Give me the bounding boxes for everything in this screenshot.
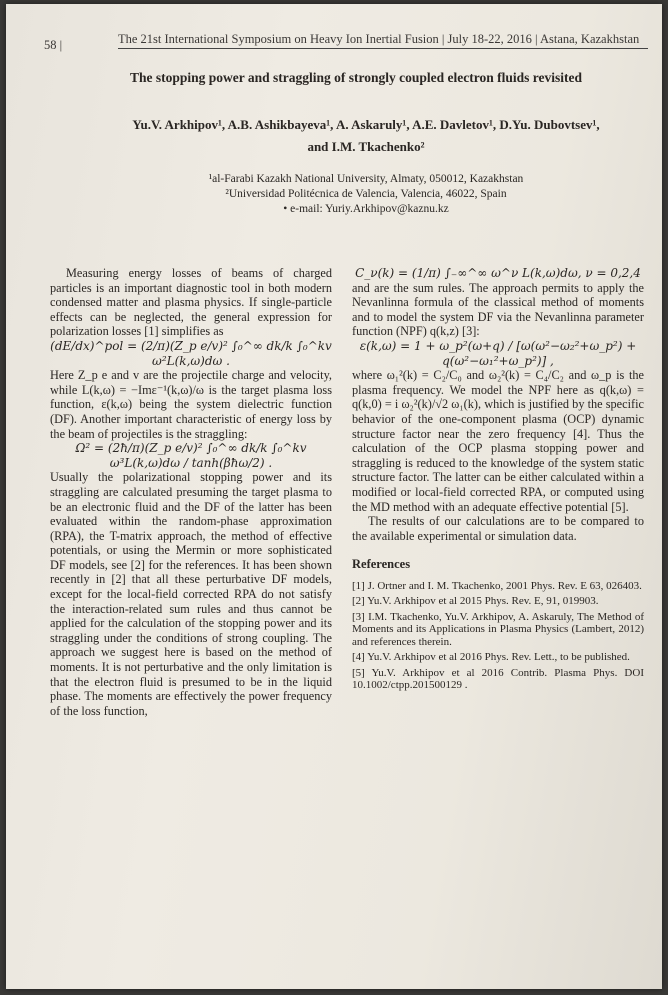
- running-header: [44, 26, 644, 50]
- authors-line-1: Yu.V. Arkhipov¹, A.B. Ashikbayeva¹, A. Askaruly¹, A.E. Davletov¹, D.Yu. Dubovtsev¹,: [132, 117, 600, 132]
- affiliations: [156, 172, 576, 217]
- references-heading: References: [352, 557, 411, 572]
- equation-dielectric-function: ε(k,ω) = 1 + ω_p²(ω+q) / [ω(ω²−ω₂²+ω_p²) + q(ω²−ω₁²+ω_p²)] ,: [359, 338, 637, 368]
- equation-moments: C_ν(k) = (1/π) ∫₋∞^∞ ω^ν L(k,ω)dω, ν = 0,2,4: [355, 266, 641, 280]
- contact-email: • e-mail: Yuriy.Arkhipov@kaznu.kz: [283, 203, 449, 215]
- paper-title: The stopping power and straggling of strongly coupled electron fluids revisited: [129, 70, 583, 85]
- header-rule: [118, 48, 648, 49]
- reference-item: [1] J. Ortner and I. M. Tkachenko, 2001 Phys. Rev. E 63, 026403.: [352, 579, 642, 592]
- affiliation-1: ¹al-Farabi Kazakh National University, Almaty, 050012, Kazakhstan: [208, 173, 524, 185]
- paragraph: Usually the polarizational stopping power and its straggling are calculated presuming the target plasma to be an electronic fluid and the DF of the latter has been evaluated within the random-phase approximation (RPA), the T-matrix approach, the method of effective potentials, or using the Mermin or more sophisticated DF models, see [2] for the references. It has been shown recently in [2] that all these perturbative DF models, except for the local-field corrected RPA do not satisfy the interaction-related sum rules and thus cannot be applied for the calculation of the stopping power and its straggling under the conditions of strong coupling. The approach we suggest here is based on the method of moments. It is not perturbative and the only limitation is that the electron fluid is presumed to be in the liquid phase. The moments are effectively the power frequency of the loss function,: [50, 470, 332, 718]
- header-text: The 21st International Symposium on Heavy Ion Inertial Fusion | July 18-22, 2016 | Astana, Kazakhstan: [118, 32, 640, 46]
- paragraph: The results of our calculations are to be compared to the available experimental or simulation data.: [352, 514, 644, 543]
- equation-straggling: Ω² = (2ħ/π)(Z_p e/v)² ∫₀^∞ dk/k ∫₀^kv ω³L(k,ω)dω / tanh(βħω/2) .: [75, 441, 307, 470]
- right-column: [352, 266, 644, 695]
- document-page: [6, 4, 662, 989]
- references-list: [352, 580, 644, 692]
- paragraph: Here Z_p e and v are the projectile charge and velocity, while L(k,ω) = −Imε⁻¹(k,ω)/ω is the target plasma loss function, ε(k,ω) being the system dielectric function (DF). Another important characteristic of energy loss by the beam of projectiles is the straggling:: [50, 368, 332, 441]
- author-list: [96, 114, 636, 158]
- paragraph: Measuring energy losses of beams of charged particles is an important diagnostic tool in both modern condensed matter and plasma physics. If single-particle effects can be neglected, the general expression for polarization losses [1] simplifies as: [50, 266, 332, 339]
- affiliation-2: ²Universidad Politécnica de Valencia, Valencia, 46022, Spain: [225, 188, 507, 200]
- paragraph: and are the sum rules. The approach permits to apply the Nevanlinna formula of the classical method of moments and to model the system DF via the Nevanlinna parameter function (NPF) q(k,z) [3]:: [352, 280, 644, 339]
- reference-item: [3] I.M. Tkachenko, Yu.V. Arkhipov, A. Askaruly, The Method of Moments and its Applications in Plasma Physics (Lambert, 2012) and references therein.: [352, 610, 644, 648]
- reference-item: [4] Yu.V. Arkhipov et al 2016 Phys. Rev. Lett., to be published.: [352, 651, 630, 664]
- equation-stopping-power: (dE/dx)^pol = (2/π)(Z_p e/v)² ∫₀^∞ dk/k ∫₀^kv ω²L(k,ω)dω .: [50, 338, 332, 368]
- left-column: [50, 266, 332, 718]
- authors-line-2: and I.M. Tkachenko²: [307, 139, 425, 154]
- reference-item: [2] Yu.V. Arkhipov et al 2015 Phys. Rev. E, 91, 019903.: [352, 595, 599, 608]
- reference-item: [5] Yu.V. Arkhipov et al 2016 Contrib. Plasma Phys. DOI 10.1002/ctpp.201500129 .: [352, 666, 644, 692]
- paragraph: where ω₁²(k) = C₂/C₀ and ω₂²(k) = C₄/C₂ and ω_p is the plasma frequency. We model the NPF here as q(k,ω) = q(k,0) = i ω₂²(k)/√2 ω₁(k), which is justified by the specific behavior of the one-component plasma (OCP) dynamic structure factor near the zero frequency [4]. Thus the calculation of the OCP plasma stopping power and straggling is reduced to the knowledge of the system static structure factor. The latter can be either calculated within a modified or local-field corrected RPA, or computed using the MD method with an adequate effective potential [5].: [352, 368, 644, 514]
- page-number: 58 |: [44, 38, 63, 52]
